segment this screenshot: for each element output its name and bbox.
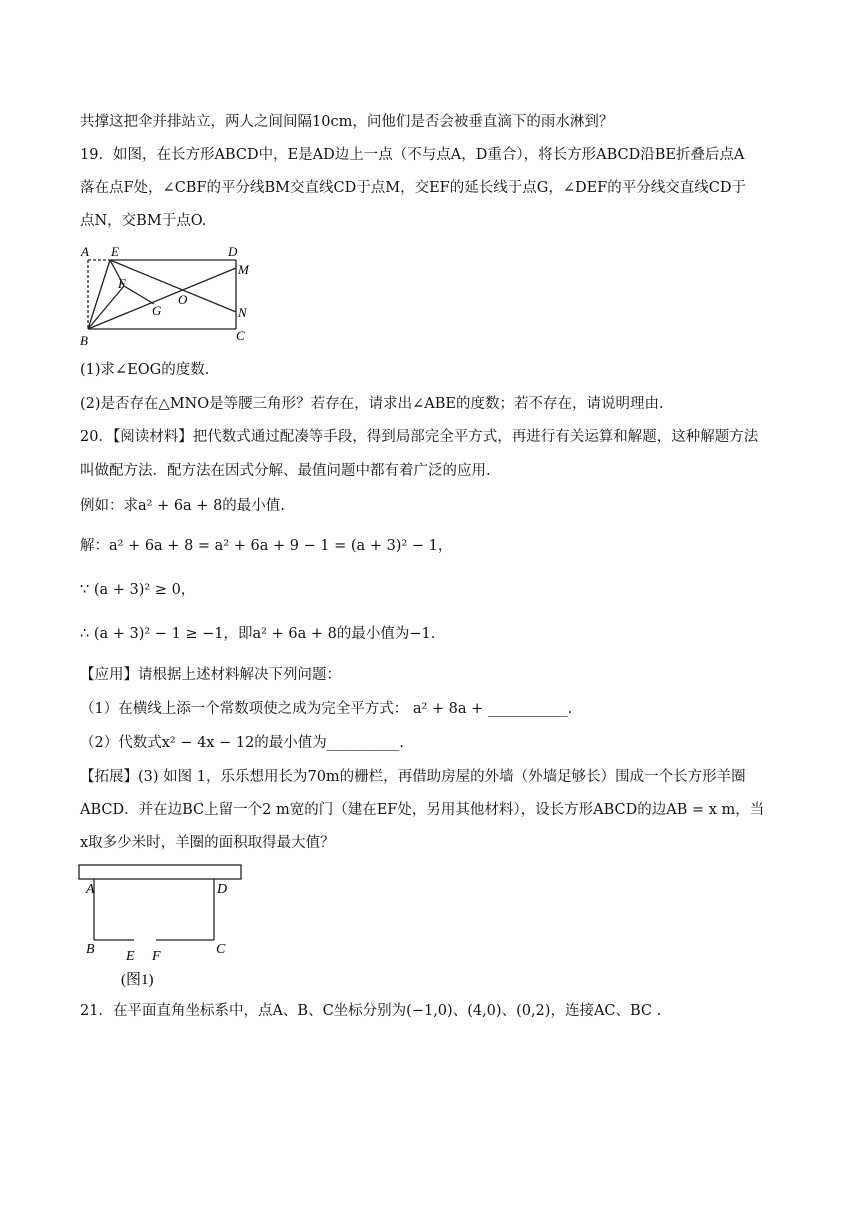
solution-line-1: 解：a² + 6a + 8 = a² + 6a + 9 − 1 = (a + 3)² − 1， xyxy=(80,538,453,554)
label-A: A xyxy=(81,244,89,259)
application-heading: 【应用】请根据上述材料解决下列问题： xyxy=(80,667,341,683)
question-19-part-1: (1)求∠EOG的度数. xyxy=(80,362,210,378)
label-D: D xyxy=(228,244,238,259)
question-19-line-2: 落在点F处，∠CBF的平分线BM交直线CD于点M，交EF的延长线于点G，∠DEF的平分线交直线CD于 xyxy=(80,180,746,196)
label-M: M xyxy=(238,262,249,277)
label-B: B xyxy=(80,333,88,348)
label-N: N xyxy=(238,305,247,320)
fig1-label-C: C xyxy=(216,942,226,957)
label-F: F xyxy=(118,276,126,291)
question-20-line-2: 叫做配方法．配方法在因式分解、最值问题中都有着广泛的应用. xyxy=(80,463,491,479)
question-19-line-3: 点N，交BM于点O. xyxy=(80,213,207,229)
solution-line-2: ∵ (a + 3)² ≥ 0， xyxy=(80,582,196,598)
application-item-2: （2）代数式x² − 4x − 12的最小值为__________. xyxy=(80,735,404,751)
label-E: E xyxy=(111,244,119,259)
figure-1 xyxy=(76,862,246,992)
fig1-label-F: F xyxy=(152,949,161,964)
question-19-part-2: (2)是否存在△MNO是等腰三角形？若存在，请求出∠ABE的度数；若不存在，请说明理由. xyxy=(80,396,664,412)
fig1-caption: (图1) xyxy=(121,972,154,988)
extension-line-1: 【拓展】(3) 如图 1，乐乐想用长为70m的栅栏，再借助房屋的外墙（外墙足够长）围成一个长方形羊圈 xyxy=(80,769,746,785)
text-line-umbrella: 共撑这把伞并排站立，两人之间间隔10cm，问他们是否会被垂直滴下的雨水淋到？ xyxy=(80,114,614,130)
extension-line-2: ABCD．并在边BC上留一个2 m宽的门（建在EF处，另用其他材料），设长方形ABCD的边AB = x m，当 xyxy=(80,802,765,818)
question-19-line-1: 19．如图，在长方形ABCD中，E是AD边上一点（不与点A，D重合），将长方形ABCD沿BE折叠后点A xyxy=(80,147,745,163)
extension-line-3: x取多少米时，羊圈的面积取得最大值？ xyxy=(80,835,335,851)
label-O: O xyxy=(178,292,188,307)
fig1-label-D: D xyxy=(217,882,228,897)
example-line: 例如：求a² + 6a + 8的最小值. xyxy=(80,498,285,514)
fig1-label-B: B xyxy=(86,942,95,957)
label-G: G xyxy=(152,303,162,318)
question-20-line-1: 20．【阅读材料】把代数式通过配凑等手段，得到局部完全平方式，再进行有关运算和解题，这种解题方法 xyxy=(80,429,759,445)
solution-line-3: ∴ (a + 3)² − 1 ≥ −1，即a² + 6a + 8的最小值为−1. xyxy=(80,626,436,642)
question-21-line: 21．在平面直角坐标系中，点A、B、C坐标分别为(−1,0)、(4,0)、(0,2)，连接AC、BC . xyxy=(80,1003,662,1019)
fig1-label-E: E xyxy=(126,949,135,964)
fig1-label-A: A xyxy=(86,882,95,897)
application-item-1: （1）在横线上添一个常数项使之成为完全平方式： a² + 8a + ___________. xyxy=(80,701,573,717)
figure-19 xyxy=(78,242,258,350)
label-C: C xyxy=(236,328,245,343)
